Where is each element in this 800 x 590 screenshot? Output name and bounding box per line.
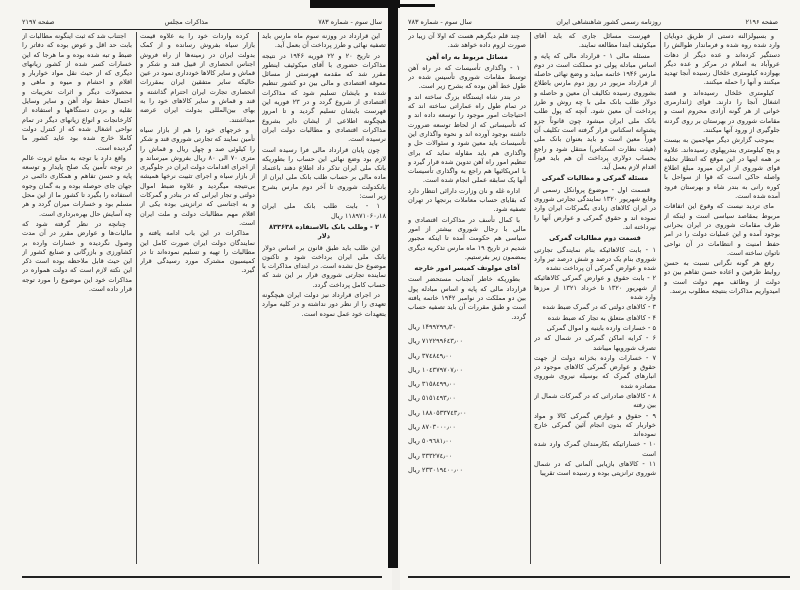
paragraph: مسائل مربوط به راه آهن — [426, 52, 508, 61]
issue-number: سال سوم - شماره ۷۸۳ — [318, 18, 382, 26]
text-column — [22, 32, 132, 568]
paragraph: مسئله گمرکی و مطالبات گمرکی — [541, 174, 649, 183]
amount-value: ٥١٥١٤٩٣٫٠٠ ریال — [408, 394, 456, 403]
column-divider — [136, 32, 137, 564]
amount-value: ۷۱۲۲۹۹۶٤٣٫۰۰ ریال — [408, 337, 464, 346]
paragraph: کرده واردات خود را به علاوه قیمت بازار سیاه بفروش رسانده و از کمک بدولت ایران در زمینه‌ها از راه فروش اجناس انحصاری از قبیل قند و شکر و قماش و سایر کالاها خودداری نمود در عین حالیکه سایر متفقین ایران بمقررات انحصاری تجارت ایران احترام گذاشته و قند و قماش و سایر کالاهای خود را به بهای بین‌المللی بدولت ایران عرضه میداشتند. — [140, 32, 255, 124]
customs-list-item: ۱۰ - خساراتیکه بکارمندان گمرک وارد شده است — [534, 440, 656, 458]
paragraph: چنانچه در نظر گرفته شود که مالیات‌ها و عوارض مقرر در آن مدت وصول نگردیده و خسارات وارده بر کشاورزی و بازرگانی و صنایع کشور از این حیث قابل ملاحظه بوده است ذکر این نکته لازم است که دولت همواره در مذاکرات خود این موضوع را مورد توجه قرار داده است. — [22, 219, 132, 294]
paragraph: بموجب گزارش دیگر مهاجمین به بیست و پنج کیلومتری بندرپهلوی رسیده‌اند. علاوه بر همه اینها در این موقع که انتظار تخلیه قوای شوروی از ایران میرود مبلغ اطلاع واصله حاکی است که قوا از سواحل با کوره رانی به بندر شاه و بهرستان فرود آمده شده است. — [664, 136, 780, 201]
amount-value: ٢٣٣٠١٩٤٠٠٫٠٠ ریال — [408, 465, 464, 474]
right-page — [400, 0, 800, 590]
page-rule — [408, 576, 790, 578]
paragraph: رفع هر گونه نگرانی نسبت به حسن روابط طرفین و اعاده حسن تفاهم بین دو دولت از وظائف مهم دولت است و امیدواریم مذاکرات بنتیجه مطلوب برسد. — [664, 259, 780, 296]
column-divider — [660, 32, 661, 564]
paragraph: قسمت اول - موضوع پروانکل رسمی از وقایع شهریور ۱۳۲۰ نمایندگی تجارتی شوروی در ایران کالاهای زیادی بگمرکات ایران وارد نموده اند و حقوق گمرکی و عوارض آنها را نپرداخته اند. — [534, 185, 656, 231]
paragraph: ۱ - بابت طلب بانک ملی ایران ۱۱۸۹۷۱۰۶۰٫۱۸ ریال — [262, 202, 386, 220]
customs-list-item: ۲ - بابت حقوق و عوارض گمرکی کالاهائیکه از شهریور ۱۳۲۰ تا خرداد ۱۳۲۱ از مرزها وارد شده — [534, 274, 656, 302]
paragraph: در اجرای قرارداد نیز دولت ایران هیچگونه تعهدی را از نظر دور نداشته و در کلیه موارد بتعهدات خود عمل نموده است. — [262, 291, 386, 318]
paragraph: فهرست مسائل جاری که باید آقای میکوئیف ابتدا مطالعه نمایند. — [534, 32, 656, 50]
page-number: صفحه ۲۱۹۶ — [745, 18, 778, 26]
customs-list-item: ۴ - کالاهای متعلق به تجار که ضبط شده — [547, 313, 656, 322]
newspaper-title: روزنامه رسمی کشور شاهنشاهی ایران — [556, 18, 662, 26]
paragraph: در تاریخ ۲۰ و ۲۲ فوریه ۱۹۴۶ در نتیجه مذاکرات حضوری با آقای میکوئیف اینطور مقرر شد که مقدمه فهرستی از مسائل معوقه اقتصادی و مالی بین دو کشور تنظیم شده و بایشان تسلیم شود که مذاکرات اقتصادی از شروع گردد و در ۲۳ فوریه این فهرست بایشان تسلیم گردید و تا امروز هیچگونه اطلاعی از ایشان دایر بشروع مذاکرات اقتصادی و مطالبات دولت ایران نرسیده است. — [262, 51, 386, 144]
paragraph: این طلب باید طبق قانون بر اساس دولار بانک ملی ایران برداخت شود و تاکنون موضوع حل نشده است. در ابتدای مذاکرات با نماینده تجارتی شوروی قرار بر این شد که حساب کامل پرداخت گردد. — [262, 243, 386, 289]
paragraph: اجتناب شد که ثبت اینگونه مطالبات از بابت حد اقل و عوض بوده که دفاتر را ضبط و تبه شده بوده و ما هرجا که این خسارات کسر شده از کشور زیانهای دیگری که از حیث نقل مواد خواربار و اقلام و احشام و میوه و ماهی و محصولات دیگر و اثرات تخریبات و احتمال حفظ نواد آهن و سایر وسایل نقلیه و بردن دستگاهها و استفاده از کارخانجات و انواع زیانهای دیگر در تمام نواحی اشغال شده که از کنترل دولت کاملا خارج شده بود عاید کشور ما گردیده است. — [22, 32, 132, 152]
left-page — [0, 0, 392, 590]
paragraph: قسمت دوم مطالبات گمرکی — [549, 234, 641, 243]
page-number: صفحه ۲۱۹۷ — [22, 18, 55, 26]
paragraph: مذاکرات در این باب ادامه یافته و نمایندگان دولت ایران صورت کامل این مطالبات را تهیه و تسلیم نموده‌اند تا در کمیسیون مشترک مورد رسیدگی قرار گیرد. — [140, 229, 255, 275]
customs-list-item: ۱۱ - کالاهای بازیابی آلمانی که در شمال شوروی ترانزیتی بوده و رسیده است تقریبا — [534, 460, 656, 478]
paragraph: این قرارداد در ووزنه سوم ماه مارس باید تصفیه نهائی و طرز پرداخت آن بعمل آید. — [262, 32, 386, 50]
page-header — [22, 17, 382, 30]
text-column — [664, 32, 780, 568]
scan-edge — [310, 0, 400, 8]
customs-list-item: ۱ - بابت کالاهائیکه بنام نمایندگی تجارتی شوروی بنام یک درصد و شش درصد تیر وارد شده و عوارض گمرکی آن پرداخت نشده — [534, 245, 656, 273]
paragraph: در بندر شاه ایستگاه بزرگ ساخته اند و در تمام طول راه عماراتی ساخته اند که احتیاجات امور موجود را توسعه داده اند و که تأسیساتی که از لحاظ توسعه ضرورت داشته بوجود آورده اند و نحوه واگذاری این تأسیسات باید معین شود و سئوالات حل و واگذاری هم باید مقاوله نماید که برای تنظیم امور راه آهن تدوین شده قرار گیرد و با امریکائیها هم راجع به واگذاری تأسیسات آنها یک سابقه عملی انجام شده است. — [408, 92, 526, 185]
amount-value: ٨٧٠٣٠٠٠٫٠٠ ریال — [408, 422, 456, 431]
paragraph: چند قلم دیگرهم هست که اولا آن زیبا در صورت لزوم داده خواهد شد. — [408, 32, 526, 50]
customs-list-item: ۵ - خسارات وارده بابنیه و اموال گمرکی — [546, 323, 656, 332]
paragraph: اداره غله و نان وزارت دارائی انتظار دارد که بقایای حساب معاملات برنجها در تهران تصفیه شود. — [408, 186, 526, 214]
paragraph: کیلومتری خلخال رسیده‌اند و قصد اشغال آنجا را دارند. قوای ژاندارمری خوانی از هر گونه آزادی محروم است و مقامات شوروی در بهرستان بر روی گردنه جلوگیری از ورود آنها میکنند. — [664, 88, 780, 134]
amount-value: ١٨٨٠٥٣٣٧٤٣٫٠٠ ریال — [408, 408, 467, 417]
customs-list-item: ۷ - خسارات وارده بخزانه دولت از جهت حقوق و عوارض گمرکی کالاهای موجود در انبارهای گمرک که بوسیله نیروی شوروی مصادره شده — [534, 353, 656, 390]
paragraph: ۲ - وطلب بانک بالاستفاده ۸۳۳۶۳۸ دلار — [268, 222, 380, 241]
paragraph: بطوریکه خاطر آنجناب مستحضر است قرارداد مالی که پایه و اساس مبادله پول بین دو مملکت در نوامبر ۱۹۴۲ خاتمه یافته است و طبق مقررات آن باید تصفیه حساب گردد. — [408, 275, 526, 321]
amount-value: ٣١٥٨٤٩٩٫٠٠ ریال — [408, 380, 456, 389]
text-column — [408, 32, 526, 568]
paragraph: مسئله مالی ۱ - قرارداد مالی که پایه و اساس مبادله پولی دو مملکت است در دوم مارس ۱۹۴۶ خاتمه میابد و وضع نهائی حاصله از قرارداد مزبور در روز دوم مارس باطلاع بشوروی رسیده تکالیف آن معین و حاصله و دولار طلب بانک ملی با چه روش و طرز پرداخت آن معین شود. آنچه که پول طلب بانک ملی ایران میشود چون قانوناً جزو پشتوانه اسکناس قرار گرفته است تکلیف آن فوراً معین است و باید بعنوان بانک ملی (هیئت نظارت اسکناس) منتقل شود و راجع بحساب دولاری پرداخت آن هم باید فوراً اقدام لازم بعمل آید. — [534, 51, 656, 172]
column-divider — [258, 32, 259, 564]
paragraph: واقع دارد با توجه به منابع ثروت عالم در توجه تأمین یک صلح پایدار و توسعه پایه و حسن تفاهم و همکاری دائمی در جهان جای حوصله بوده و به گمان وجوه استفاده را بگیرد تا کشور ما از این محل مسلم بود و خسارات میران گردد و هر چه آسایش حال بهره‌برداری است. — [22, 153, 132, 218]
amounts-list — [408, 323, 526, 475]
paragraph: چون پایان قرارداد مالی فرا رسیده است لازم بود وضع نهائی این حساب را بطوریکه بانک ملی ایران تذکر داد اطلاع دهند باعتماد ماده مالی بر حساب طلب بانک ملی ایران از بانکدولت شوروی تا آخر دوم مارس بشرح زیر است: — [262, 145, 386, 201]
scan-edge — [400, 4, 435, 7]
customs-list-item: ۹ - حقوق و عوارض گمرکی کالا و مواد خواربار که بدون انجام آئین گمرکی خارج نموده‌اند — [534, 411, 656, 439]
text-column — [140, 32, 255, 568]
amount-value: ٥٠٩٦٨١٫٠٠ ریال — [408, 437, 453, 446]
section-title: مذاکرات مجلس — [164, 18, 209, 26]
paragraph: و خرجهای خود را هم از بازار سیاه تأمین نمایند که تجارتی شوروی قند و شکر را کیلوئی صد و چهل ریال و قماش را متری ۷۰ الی ۸۰ ریال بفروش میرساند و از اجرای اقدامات دولت ایران در جلوگیری از بازار سیاه و اجرای تثبیت نرخها همیشه بی‌نتیجه میگردید و علاوه ضبط اموال دولتی و تجار ایرانی که در بنادر و گمرکات و به اجناسی که ترانزیتی بوده یکی از اقلام مهم مطالبات دولت و ملت ایران است. — [140, 125, 255, 227]
customs-list-item: ۶ - کرایه اماکن گمرکی در شمال که در تصرف شورویها میباشد — [534, 334, 656, 352]
text-column — [262, 32, 386, 568]
amount-value: ۳۷٤٨٤٩٫۰۰ ریال — [408, 351, 453, 360]
customs-list-item: ۳ - کالاهای دولتی که در گمرک ضبط شده — [542, 303, 656, 312]
paragraph: مای تردید نیست که وقوع این اتفاقات مربوط بمقاصد سیاسی است و اینکه از طرف مقامات شوروی در ایران بحرانی بوجود آمده و این عملیات دولت را در امر حفظ امنیت و انتظامات در آن نواحی ناتوان ساخته است. — [664, 202, 780, 257]
paragraph: ۱ - واگذاری تأسیسات که در راه آهن توسط مقامات شوروی تأسیس شده در طول خط آهن بوده که بشرح زیر است. — [408, 63, 526, 91]
page-rule — [22, 576, 382, 578]
paragraph: آقای مولوتف کمیسر امور خارجه — [414, 264, 520, 273]
text-column — [534, 32, 656, 568]
paragraph: با کمال تأسف در مذاکرات اقتصادی و مالی با رجال شوروی بیشتر از امور سیاسی هم حکومت آمده تا اینکه مجبور شدیم در تاریخ ۱۹ ماه مارس تذکریه دیگری بمضمون زیر بفرستیم. — [408, 215, 526, 261]
amount-value: ٣٣٣٢٧٤٫٠٠ ریال — [408, 451, 453, 460]
amount-value: ١٠٤٣٧٩٧٠٧٫٠٠ ریال — [408, 365, 464, 374]
page-binding — [388, 8, 398, 568]
issue-number: سال سوم - شماره ۷۸۳ — [408, 18, 472, 26]
column-divider — [530, 32, 531, 564]
amount-value: ۱۴۹۹۲۹۹٫۳۰ ریال — [408, 322, 456, 331]
paragraph: و بسیولزالنه دستی از طریق دوبایان وارد شده روه شده و فرماندار طوالش را دستگیر کرده‌اند و عده دیگر از دهات عروآباد به اسلام در مرکز و عده دیگر بهوازده کیلومتری خلخال رسیده آنجا تهدید میکنند و آنها را حمله میکنند. — [664, 32, 780, 87]
customs-list-item: ۸ - کالاهای صادراتی که در گمرکات شمال از بین رفته — [534, 391, 656, 410]
page-header — [408, 17, 778, 30]
